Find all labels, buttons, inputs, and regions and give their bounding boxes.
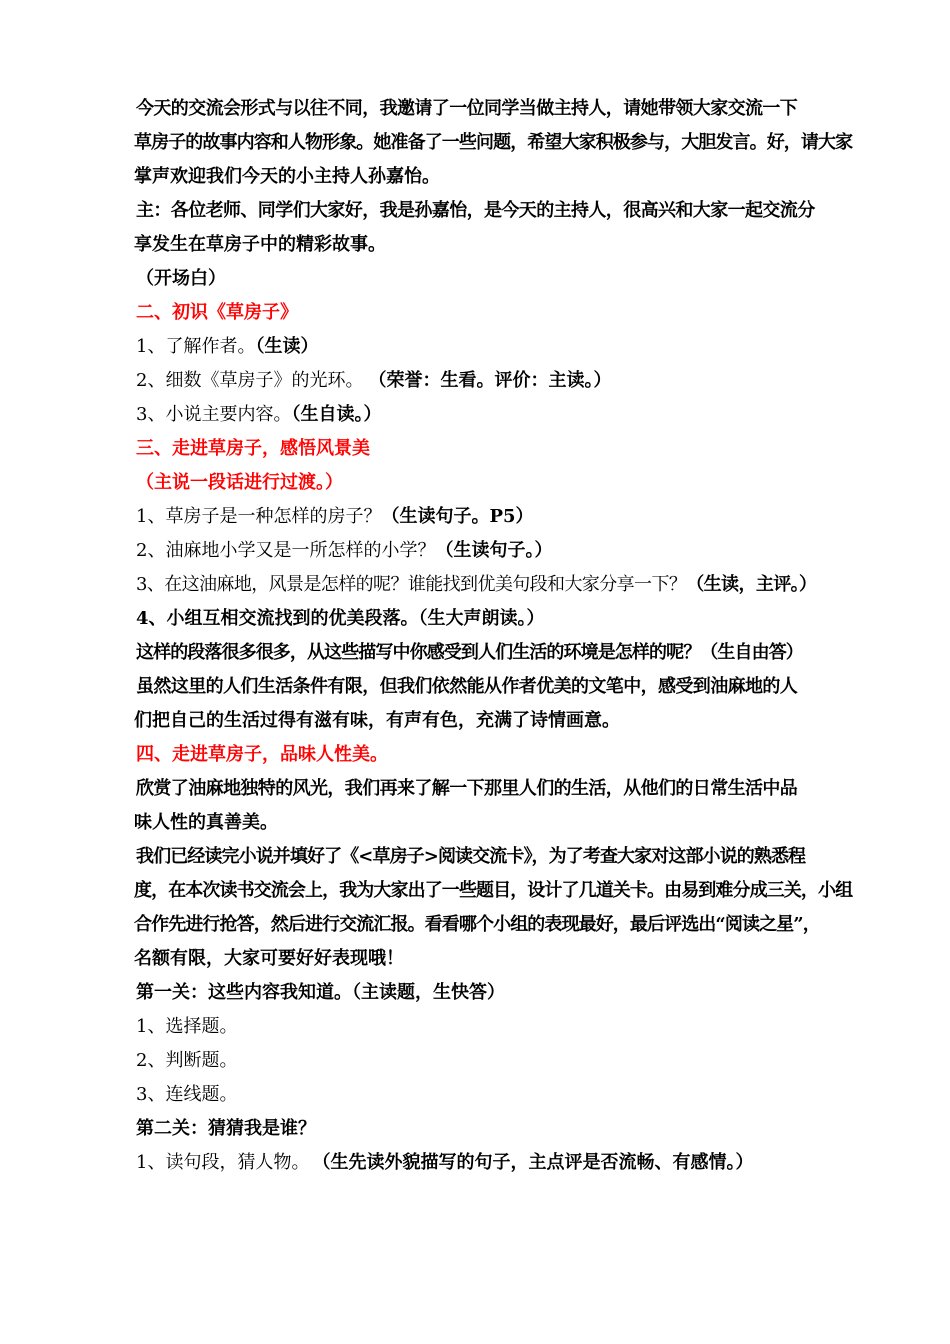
document-page bbox=[136, 92, 862, 1180]
step-note: （荣誉：生看。评价：主读。） bbox=[377, 370, 612, 391]
step-item bbox=[136, 568, 862, 602]
section4-intro-line-2: 味人性的真善美。 bbox=[134, 812, 278, 833]
step-note: （生读句子。） bbox=[435, 540, 553, 561]
step-note: （生先读外貌描写的句子，主点评是否流畅、有感情。） bbox=[321, 1152, 754, 1173]
section-heading-3: 三、走进草房子，感悟风景美 bbox=[136, 438, 370, 459]
level-1-item: 1、选择题。 bbox=[136, 1016, 238, 1037]
step-item bbox=[136, 364, 862, 398]
summary-line-1: 虽然这里的人们生活条件有限，但我们依然能从作者优美的文笔中，感受到油麻地的人 bbox=[136, 676, 798, 697]
step-text: 1、读句段，猜人物。 bbox=[136, 1152, 310, 1173]
discussion-question: 这样的段落很多很多，从这些描写中你感受到人们生活的环境是怎样的呢？（生自由答） bbox=[136, 642, 803, 663]
transition-note: （主说一段话进行过渡。） bbox=[136, 472, 343, 493]
step-text: 3、在这油麻地，风景是怎样的呢？谁能找到优美句段和大家分享一下？ bbox=[136, 574, 687, 595]
quiz-intro-line-3: 合作先进行抢答，然后进行交流汇报。看看哪个小组的表现最好，最后评选出“阅读之星”， bbox=[134, 914, 820, 935]
section-heading-2: 二、初识《草房子》 bbox=[136, 302, 298, 323]
step-item bbox=[136, 534, 862, 568]
paragraph-intro-line-1: 今天的交流会形式与以往不同，我邀请了一位同学当做主持人，请她带领大家交流一下 bbox=[136, 98, 798, 119]
step-text: 2、细数《草房子》的光环。 bbox=[136, 370, 364, 391]
level-2-item bbox=[136, 1146, 862, 1180]
paragraph-intro-line-3: 掌声欢迎我们今天的小主持人孙嘉怡。 bbox=[134, 166, 440, 187]
section-heading-4: 四、走进草房子，品味人性美。 bbox=[136, 744, 388, 765]
step-note: （生读） bbox=[255, 336, 319, 357]
level-1-item: 3、连线题。 bbox=[136, 1084, 238, 1105]
step-item bbox=[136, 500, 862, 534]
step-note: （生读，主评。） bbox=[686, 574, 817, 595]
step-text: 1、草房子是一种怎样的房子？ bbox=[136, 506, 382, 527]
step-item bbox=[136, 398, 862, 432]
step-text: 2、油麻地小学又是一所怎样的小学？ bbox=[136, 540, 436, 561]
quiz-intro-line-4: 名额有限，大家可要好好表现哦！ bbox=[134, 948, 404, 969]
step-note: （生自读。） bbox=[291, 404, 382, 425]
level-1-heading: 第一关：这些内容我知道。（主读题，生快答） bbox=[136, 982, 505, 1003]
step-item bbox=[136, 330, 862, 364]
step-text: 3、小说主要内容。 bbox=[136, 404, 292, 425]
quiz-intro-line-2: 度，在本次读书交流会上，我为大家出了一些题目，设计了几道关卡。由易到难分成三关，小组 bbox=[134, 880, 853, 901]
host-opening-line-2: 享发生在草房子中的精彩故事。 bbox=[134, 234, 386, 255]
level-2-heading: 第二关：猜猜我是谁？ bbox=[136, 1118, 316, 1139]
opening-remarks-note: （开场白） bbox=[136, 268, 226, 289]
step-note: （生读句子。P5） bbox=[381, 506, 534, 527]
summary-line-2: 们把自己的生活过得有滋有味，有声有色，充满了诗情画意。 bbox=[134, 710, 620, 731]
step-text: 1、了解作者。 bbox=[136, 336, 256, 357]
quiz-intro-line-1: 我们已经读完小说并填好了《<草房子>阅读交流卡》，为了考查大家对这部小说的熟悉程 bbox=[136, 846, 806, 867]
paragraph-intro-line-2: 草房子的故事内容和人物形象。她准备了一些问题，希望大家积极参与，大胆发言。好，请大家 bbox=[134, 132, 853, 153]
section4-intro-line-1: 欣赏了油麻地独特的风光，我们再来了解一下那里人们的生活，从他们的日常生活中品 bbox=[136, 778, 798, 799]
step-item-4: 4、小组互相交流找到的优美段落。（生大声朗读。） bbox=[136, 608, 545, 629]
host-opening-line-1: 主：各位老师、同学们大家好，我是孙嘉怡，是今天的主持人，很高兴和大家一起交流分 bbox=[136, 200, 815, 221]
level-1-item: 2、判断题。 bbox=[136, 1050, 238, 1071]
